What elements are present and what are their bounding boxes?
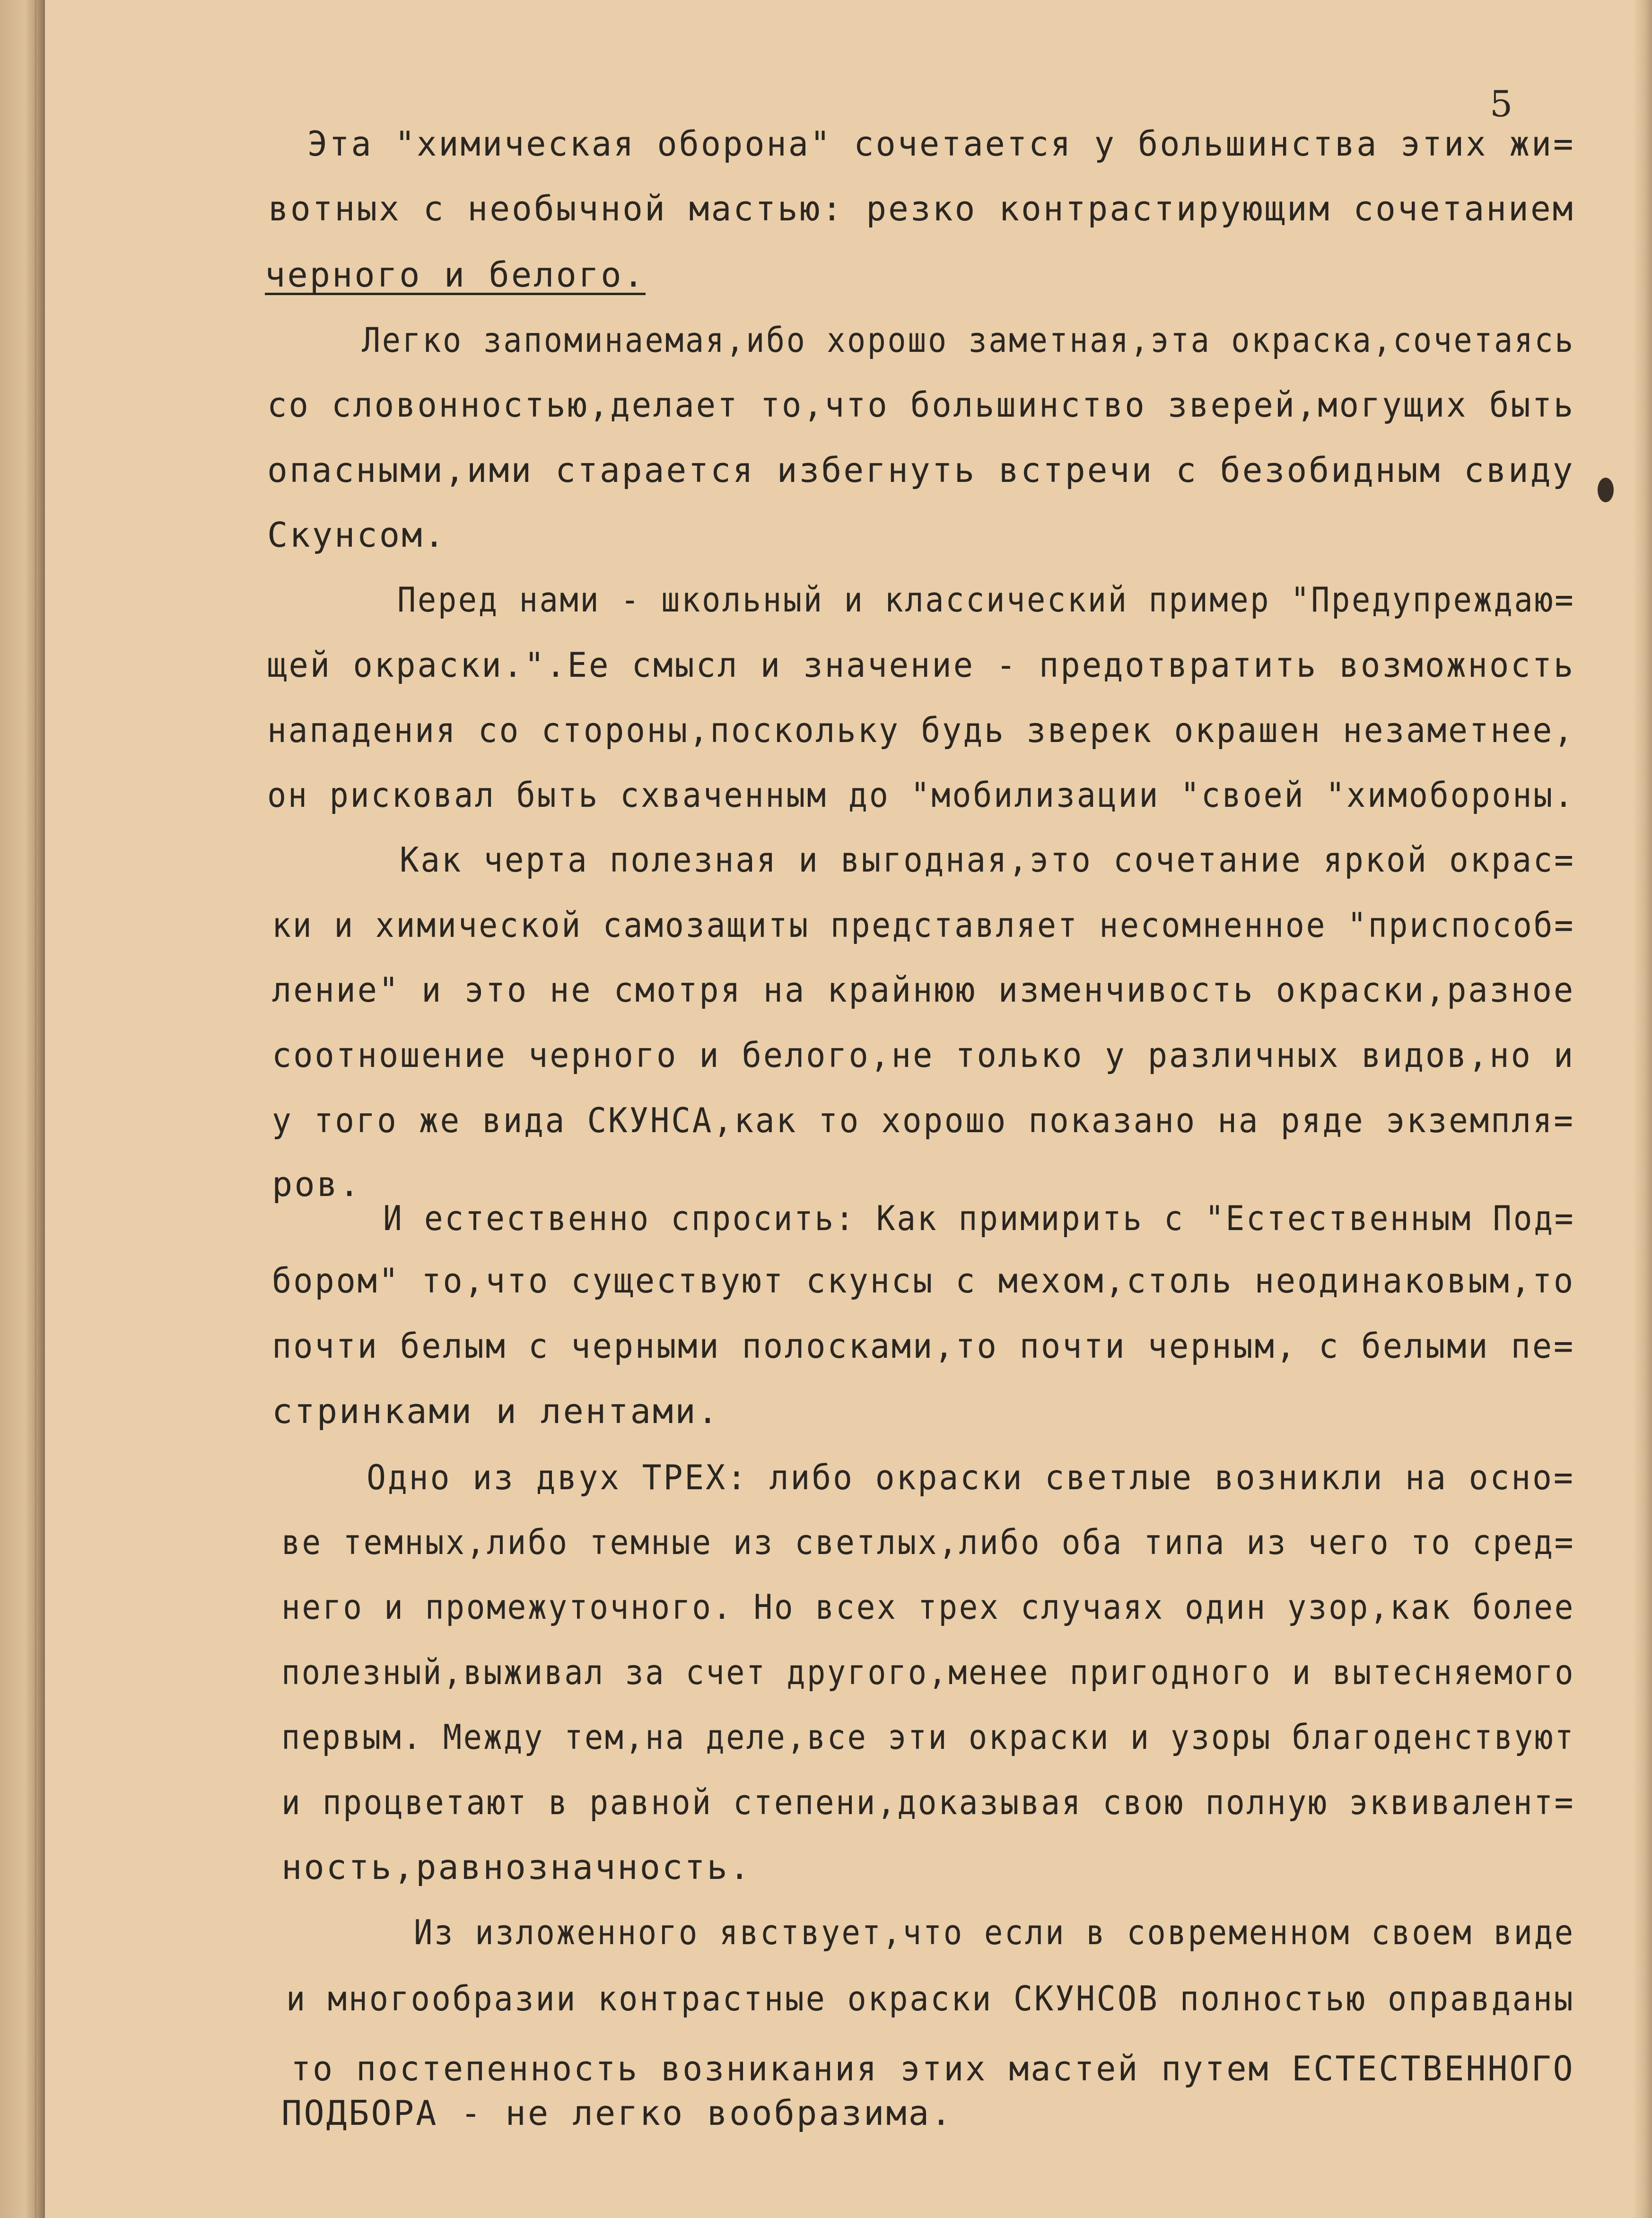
text-line: Эта "химическая оборона" сочетается у большинства этих жи= <box>307 124 1575 164</box>
text-line: вотных с необычной мастью: резко контрастирующим сочетанием <box>268 189 1575 228</box>
text-line: стринками и лентами. <box>272 1391 720 1431</box>
text-line: Легко запоминаемая,ибо хорошо заметная,эта окраска,сочетаясь <box>362 320 1575 360</box>
page-edge <box>1633 0 1652 2218</box>
text-line: Из изложенного явствует,что если в современном своем виде <box>414 1912 1575 1952</box>
text-line: черного и белого. <box>265 255 646 295</box>
text-line: Перед нами - школьный и классический пример "Предупреждаю= <box>397 580 1575 620</box>
text-line: Как черта полезная и выгодная,это сочетание яркой окрас= <box>400 840 1575 880</box>
text-line: почти белым с черными полосками,то почти черным, с белыми пе= <box>272 1326 1575 1366</box>
text-line: ление" и это не смотря на крайнюю изменчивость окраски,разное <box>272 970 1575 1010</box>
text-line: И естественно спросить: Как примирить с "Естественным Под= <box>383 1198 1575 1238</box>
text-line: бором" то,что существуют скунсы с мехом,столь неодинаковым,то <box>272 1261 1575 1301</box>
binding-edge <box>0 0 45 2218</box>
text-line: первым. Между тем,на деле,все эти окраски и узоры благоденствуют <box>281 1717 1575 1757</box>
text-line: и многообразии контрастные окраски СКУНСОВ полностью оправданы <box>286 1979 1575 2018</box>
text-line: Скунсом. <box>267 515 446 555</box>
text-line: со словонностью,делает то,что большинство зверей,могущих быть <box>267 385 1575 425</box>
text-line: полезный,выживал за счет другого,менее пригодного и вытесняемого <box>281 1652 1575 1692</box>
text-line: ность,равнозначность. <box>281 1847 752 1887</box>
text-line: ров. <box>272 1164 362 1204</box>
text-line: Одно из двух ТРЕХ: либо окраски светлые возникли на осно= <box>367 1458 1575 1497</box>
page-number: 5 <box>1490 83 1513 125</box>
text-line: щей окраски.".Ее смысл и значение - предотвратить возможность <box>267 645 1575 685</box>
text-line: соотношение черного и белого,не только у различных видов,но и <box>272 1035 1575 1075</box>
text-line: него и промежуточного. Но всех трех случаях один узор,как более <box>281 1587 1575 1627</box>
text-line: ки и химической самозащиты представляет несомненное "приспособ= <box>272 905 1575 945</box>
text-line: ПОДБОРА - не легко вообразима. <box>281 2093 953 2133</box>
text-line: то постепенность возникания этих мастей путем ЕСТЕСТВЕННОГО <box>291 2049 1575 2088</box>
text-line: нападения со стороны,поскольку будь зверек окрашен незаметнее, <box>267 710 1575 750</box>
text-line: он рисковал быть схваченным до "мобилизации "своей "химобороны. <box>267 775 1575 815</box>
text-line: опасными,ими старается избегнуть встречи с безобидным свиду <box>267 450 1575 490</box>
punch-hole <box>1598 478 1614 502</box>
text-line: у того же вида СКУНСА,как то хорошо показано на ряде экземпля= <box>272 1100 1575 1140</box>
text-line: и процветают в равной степени,доказывая свою полную эквивалент= <box>281 1782 1575 1822</box>
text-line: ве темных,либо темные из светлых,либо оба типа из чего то сред= <box>281 1522 1575 1562</box>
